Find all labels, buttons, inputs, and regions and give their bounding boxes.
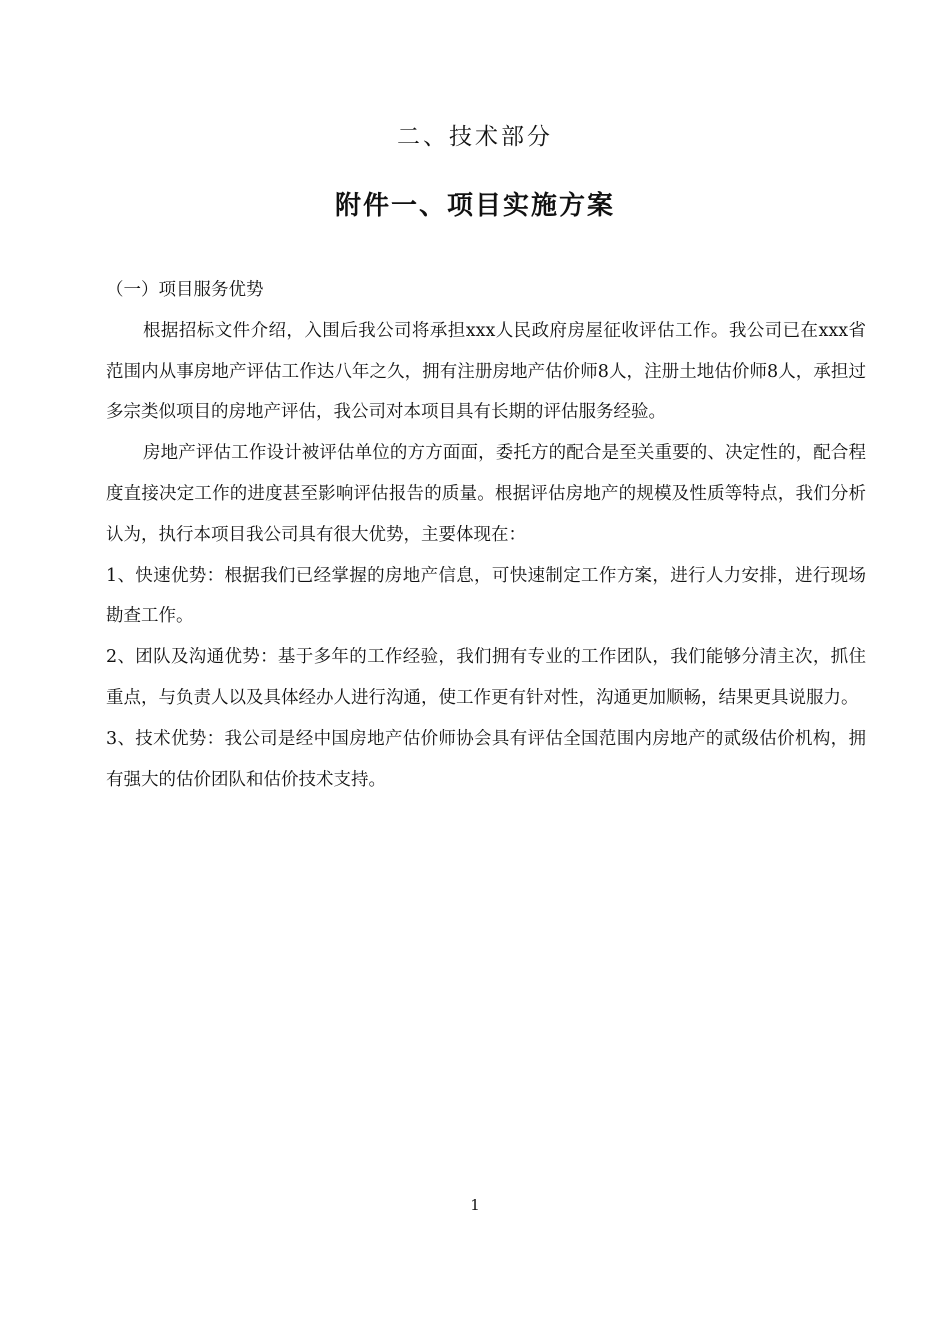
paragraph-context: 房地产评估工作设计被评估单位的方方面面，委托方的配合是至关重要的、决定性的，配合程度直接决定工作的进度甚至影响评估报告的质量。根据评估房地产的规模及性质等特点，我们分析认为，执行本项目我公司具有很大优势，主要体现在： xyxy=(106,443,866,545)
list-item-technology: 3、技术优势：我公司是经中国房地产估价师协会具有评估全国范围内房地产的贰级估价机构，拥有强大的估价团队和估价技术支持。 xyxy=(106,728,866,790)
document-body xyxy=(106,270,866,800)
subsection-heading: （一）项目服务优势 xyxy=(106,280,264,300)
page-number: 1 xyxy=(470,1196,480,1214)
section-title: 二、技术部分 xyxy=(397,124,553,150)
list-item-speed: 1、快速优势：根据我们已经掌握的房地产信息，可快速制定工作方案，进行人力安排，进行现场勘查工作。 xyxy=(106,565,866,627)
main-title: 附件一、项目实施方案 xyxy=(334,191,615,221)
paragraph-intro: 根据招标文件介绍，入围后我公司将承担xxx人民政府房屋征收评估工作。我公司已在xxx省范围内从事房地产评估工作达八年之久，拥有注册房地产估价师8人，注册土地估价师8人，承担过多宗类似项目的房地产评估，我公司对本项目具有长期的评估服务经验。 xyxy=(106,320,866,423)
list-item-team: 2、团队及沟通优势：基于多年的工作经验，我们拥有专业的工作团队，我们能够分清主次，抓住重点，与负责人以及具体经办人进行沟通，使工作更有针对性，沟通更加顺畅，结果更具说服力。 xyxy=(106,647,866,708)
